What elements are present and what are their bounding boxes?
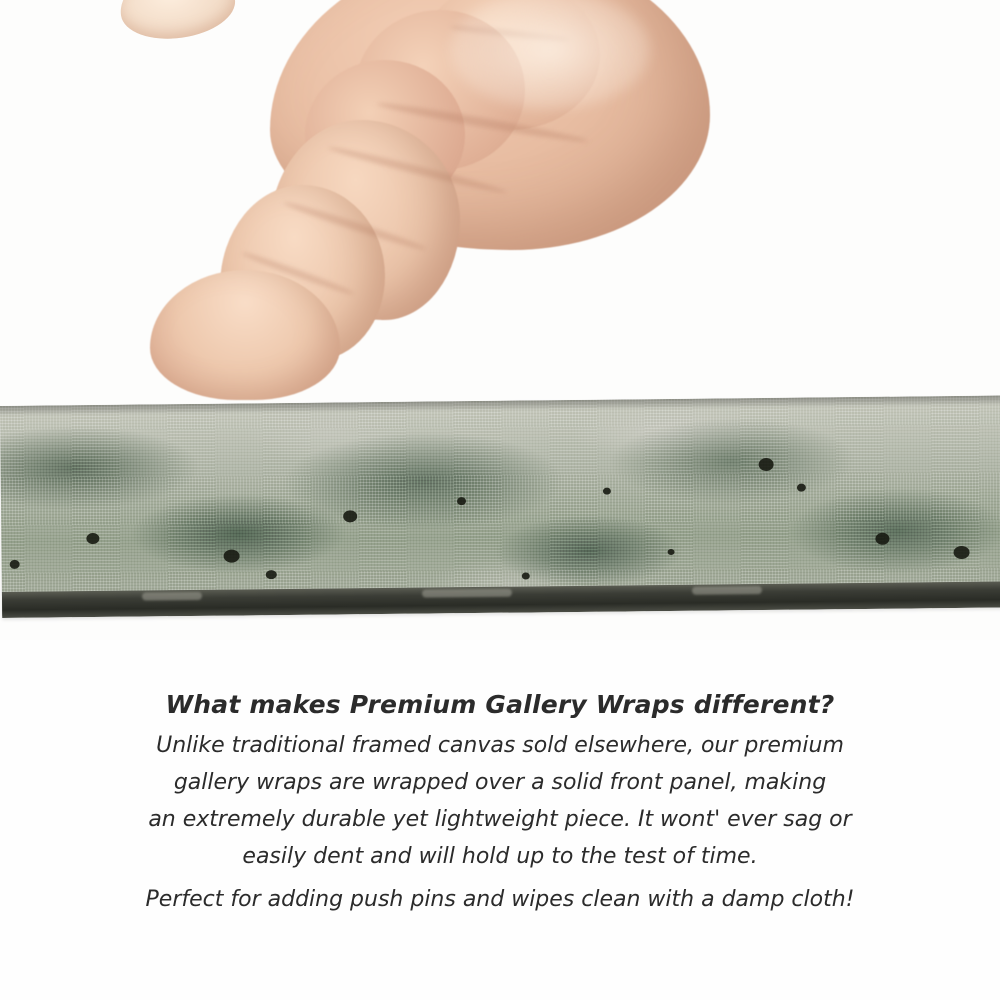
- canvas-speck: [603, 488, 611, 495]
- edge-highlight: [692, 586, 762, 595]
- caption-line-4: easily dent and will hold up to the test of time.: [242, 844, 758, 869]
- caption-line-2: gallery wraps are wrapped over a solid front panel, making: [173, 770, 827, 795]
- canvas-speck: [522, 572, 530, 579]
- canvas-speck: [875, 533, 889, 545]
- canvas-speck: [668, 549, 675, 555]
- canvas-speck: [343, 510, 357, 522]
- canvas-speck: [954, 546, 970, 559]
- caption-line-1: Unlike traditional framed canvas sold elsewhere, our premium: [156, 733, 844, 758]
- canvas-speck: [224, 549, 240, 562]
- canvas-speck: [759, 458, 774, 471]
- caption-heading: What makes Premium Gallery Wraps different?: [165, 690, 835, 719]
- canvas-speck: [797, 484, 806, 492]
- edge-highlight: [142, 592, 202, 601]
- caption-closing-line: Perfect for adding push pins and wipes clean with a damp cloth!: [145, 887, 855, 912]
- canvas-speck: [10, 560, 20, 569]
- hand-illustration: [120, 0, 720, 430]
- canvas-speck: [266, 570, 277, 579]
- edge-highlight: [422, 589, 512, 598]
- canvas-speck: [86, 533, 99, 544]
- canvas-speck: [457, 497, 466, 505]
- fingernail: [116, 0, 239, 46]
- caption-line-3: an extremely durable yet lightweight piece. It wont' ever sag or: [148, 807, 852, 832]
- canvas-edge-strip: [0, 396, 1000, 618]
- caption-block: [0, 690, 1000, 918]
